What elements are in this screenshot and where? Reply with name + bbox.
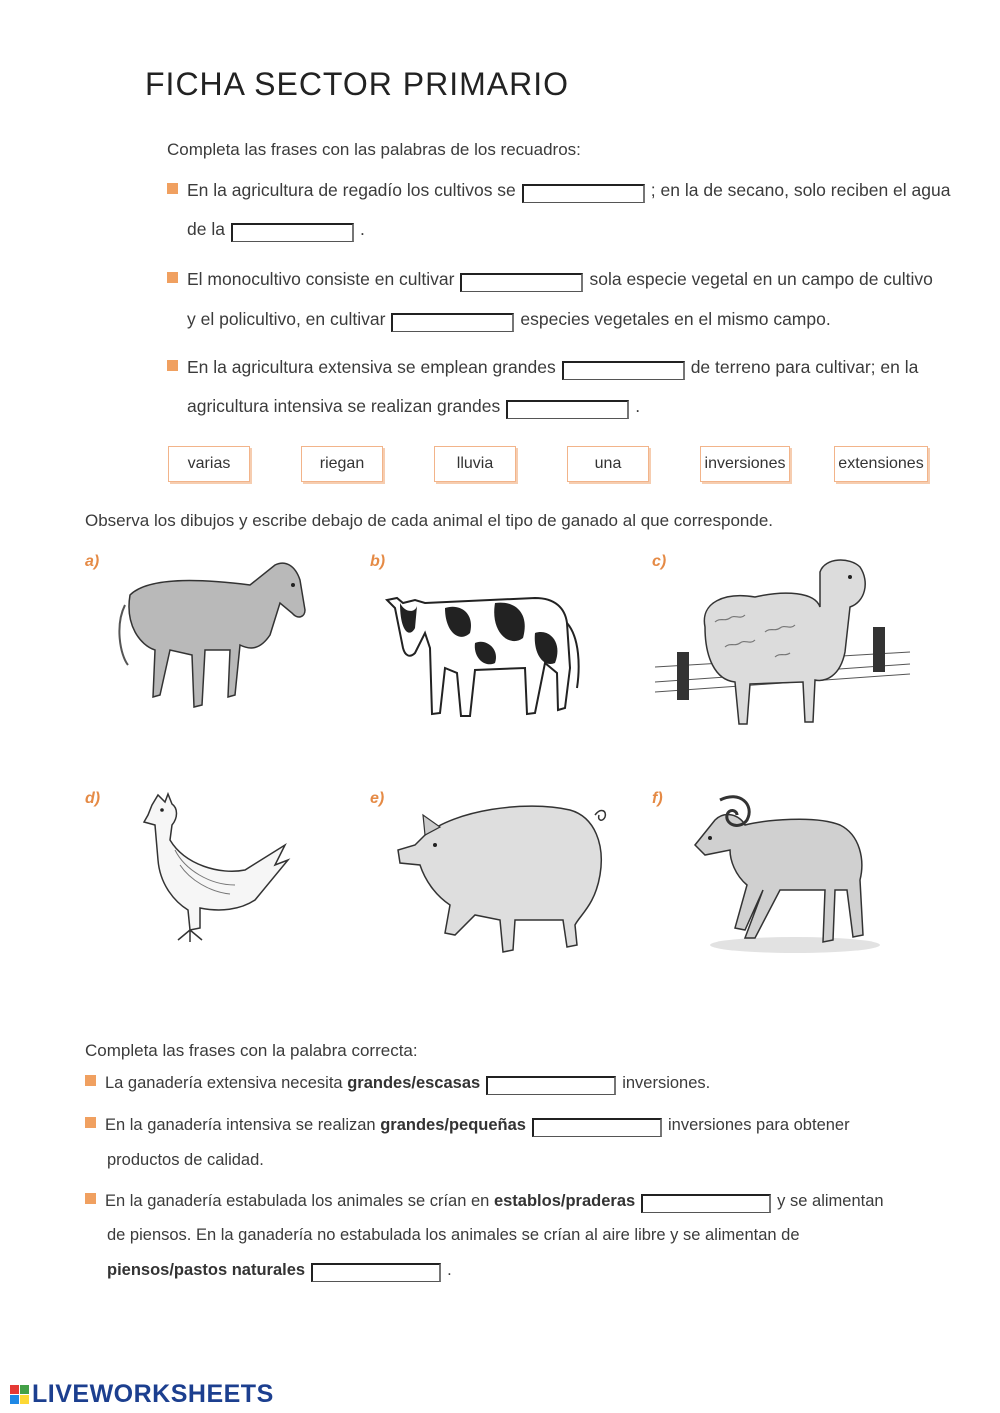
label-a: a) [85, 553, 100, 570]
brand-name: LIVEWORKSHEETS [32, 1380, 274, 1408]
word-box-extensiones: extensiones [834, 446, 928, 482]
section1-sentence3-cont [187, 396, 640, 419]
bullet-icon [167, 272, 178, 283]
bullet-icon [85, 1117, 96, 1128]
label-e: e) [370, 790, 385, 807]
section3-sentence2 [85, 1116, 850, 1137]
blank-input-3[interactable] [460, 273, 583, 292]
text: . [359, 219, 365, 239]
page-title: FICHA SECTOR PRIMARIO [145, 66, 570, 102]
hen-icon [130, 790, 300, 950]
liveworksheets-logo-icon [10, 1385, 29, 1404]
blank-input-4[interactable] [391, 313, 514, 332]
word-box-lluvia: lluvia [434, 446, 516, 482]
text: sola especie vegetal en un campo de cultivo [589, 269, 933, 289]
text: agricultura intensiva se realizan grandes [187, 396, 501, 416]
text: y el policultivo, en cultivar [187, 309, 386, 329]
text: . [447, 1261, 452, 1279]
bullet-icon [167, 360, 178, 371]
horse-icon [110, 555, 310, 715]
text: El monocultivo consiste en cultivar [187, 269, 455, 289]
bullet-icon [85, 1075, 96, 1086]
text: En la ganadería intensiva se realizan [105, 1116, 376, 1134]
text: de terreno para cultivar; en la [690, 357, 919, 377]
section2-instruction: Observa los dibujos y escribe debajo de cada animal el tipo de ganado al que corresponde. [85, 511, 774, 530]
section3-sentence3 [85, 1192, 884, 1213]
word-box-riegan: riegan [301, 446, 383, 482]
text: de la [187, 219, 225, 239]
text: ; en la de secano, solo reciben el agua [650, 180, 951, 200]
section3-sentence3-cont: de piensos. En la ganadería no estabulada los animales se crían al aire libre y se alimentan de [107, 1226, 800, 1244]
pig-icon [395, 795, 615, 960]
sheep-icon [655, 552, 915, 727]
label-d: d) [85, 790, 101, 807]
section3-instruction: Completa las frases con la palabra correcta: [85, 1041, 418, 1060]
text: inversiones para obtener [667, 1116, 850, 1134]
footer-logo [10, 1380, 274, 1409]
blank-input-9[interactable] [641, 1194, 771, 1213]
choice-text: establos/praderas [493, 1192, 636, 1210]
section1-sentence1-cont [187, 219, 365, 242]
choice-text: piensos/pastos naturales [107, 1261, 306, 1279]
section1-instruction: Completa las frases con las palabras de los recuadros: [167, 140, 581, 159]
text: La ganadería extensiva necesita [105, 1074, 343, 1092]
word-box-inversiones: inversiones [700, 446, 790, 482]
text: inversiones. [622, 1074, 711, 1092]
blank-input-8[interactable] [532, 1118, 662, 1137]
blank-input-2[interactable] [231, 223, 354, 242]
blank-input-7[interactable] [486, 1076, 616, 1095]
bullet-icon [167, 183, 178, 194]
section3-sentence3-cont2 [107, 1261, 452, 1282]
cow-icon [385, 578, 585, 723]
label-f: f) [652, 790, 663, 807]
text: y se alimentan [777, 1192, 884, 1210]
word-box-una: una [567, 446, 649, 482]
section1-sentence2 [167, 269, 933, 292]
ram-icon [685, 790, 880, 955]
text: especies vegetales en el mismo campo. [520, 309, 831, 329]
text: . [635, 396, 641, 416]
section1-sentence3 [167, 357, 918, 380]
text: En la agricultura de regadío los cultivos se [187, 180, 516, 200]
label-b: b) [370, 553, 386, 570]
blank-input-5[interactable] [562, 361, 685, 380]
text: En la agricultura extensiva se emplean grandes [187, 357, 556, 377]
section1-sentence1 [167, 180, 950, 203]
blank-input-10[interactable] [311, 1263, 441, 1282]
word-box-varias: varias [168, 446, 250, 482]
blank-input-1[interactable] [522, 184, 645, 203]
section1-sentence2-cont [187, 309, 831, 332]
section3-sentence2-cont: productos de calidad. [107, 1151, 264, 1169]
text: En la ganadería estabulada los animales se crían en [105, 1192, 490, 1210]
choice-text: grandes/escasas [347, 1074, 481, 1092]
blank-input-6[interactable] [506, 400, 629, 419]
bullet-icon [85, 1193, 96, 1204]
choice-text: grandes/pequeñas [380, 1116, 526, 1134]
label-c: c) [652, 553, 667, 570]
section3-sentence1 [85, 1074, 710, 1095]
